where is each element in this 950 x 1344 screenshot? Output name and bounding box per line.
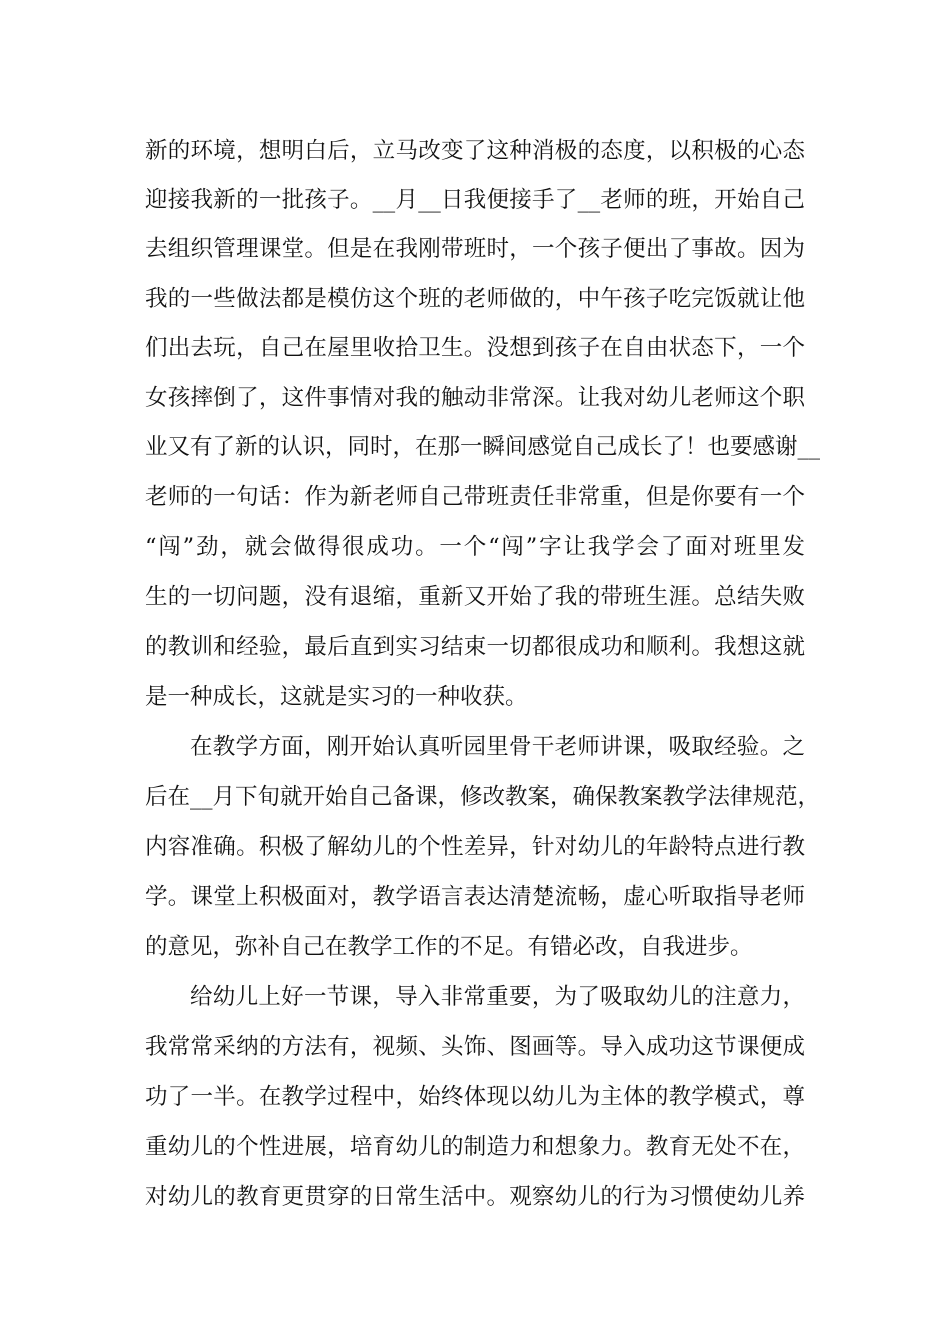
paragraph-start-line: 在教学方面，刚开始认真听园里骨干老师讲课，吸取经验。之 [190,734,805,760]
text-line: 业又有了新的认识，同时，在那一瞬间感觉自己成长了！也要感谢__ [145,434,821,460]
text-line: 重幼儿的个性进展，培育幼儿的制造力和想象力。教育无处不在， [145,1134,805,1160]
text-line: 女孩摔倒了，这件事情对我的触动非常深。让我对幼儿老师这个职 [145,385,805,411]
text-line: 新的环境，想明白后，立马改变了这种消极的态度，以积极的心态 [145,138,805,164]
text-line: 的教训和经验，最后直到实习结束一切都很成功和顺利。我想这就 [145,634,805,660]
paragraph-end-line: 的意见，弥补自己在教学工作的不足。有错必改，自我进步。 [145,934,753,960]
text-line: 迎接我新的一批孩子。__月__日我便接手了__老师的班，开始自己 [145,187,805,213]
paragraph-start-line: 给幼儿上好一节课，导入非常重要，为了吸取幼儿的注意力， [190,984,805,1010]
text-line: 去组织管理课堂。但是在我刚带班时，一个孩子便出了事故。因为 [145,236,805,262]
text-line: 生的一切问题，没有退缩，重新又开始了我的带班生涯。总结失败 [145,584,805,610]
text-line: 我常常采纳的方法有，视频、头饰、图画等。导入成功这节课便成 [145,1034,805,1060]
text-line: 们出去玩，自己在屋里收拾卫生。没想到孩子在自由状态下，一个 [145,335,805,361]
text-line: 内容准确。积极了解幼儿的个性差异，针对幼儿的年龄特点进行教 [145,834,805,860]
text-line: 我的一些做法都是模仿这个班的老师做的，中午孩子吃完饭就让他 [145,286,805,312]
text-line: “闯”劲，就会做得很成功。一个“闯”字让我学会了面对班里发 [145,534,805,560]
text-line: 学。课堂上积极面对，教学语言表达清楚流畅，虚心听取指导老师 [145,884,805,910]
paragraph-end-line: 是一种成长，这就是实习的一种收获。 [145,684,528,710]
text-line: 后在__月下旬就开始自己备课，修改教案，确保教案教学法律规范， [145,784,821,810]
text-line: 老师的一句话：作为新老师自己带班责任非常重，但是你要有一个 [145,484,805,510]
text-line: 功了一半。在教学过程中，始终体现以幼儿为主体的教学模式，尊 [145,1084,805,1110]
text-line: 对幼儿的教育更贯穿的日常生活中。观察幼儿的行为习惯使幼儿养 [145,1184,805,1210]
